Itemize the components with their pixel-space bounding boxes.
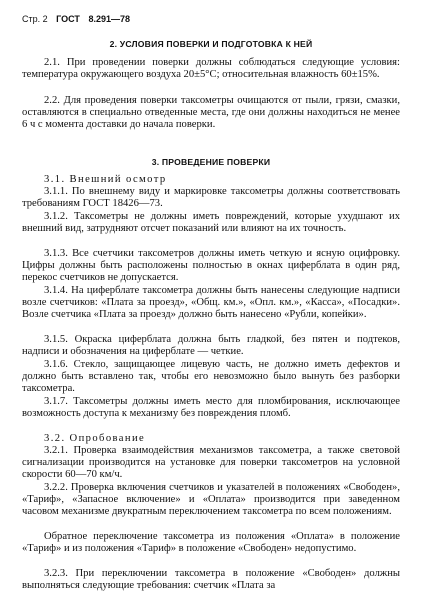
paragraph-3-2-1: 3.2.1. Проверка взаимодействия механизмов таксометра, а также световой сигнализации производится на установке для поверки таксометров на условной скорости 60—70 км/ч.: [22, 445, 400, 481]
paragraph-2-2: 2.2. Для проведения поверки таксометры очищаются от пыли, грязи, смазки, оставляются в специально отведенные места, где они должны находиться не менее 6 ч с момента доставки до начала поверки.: [22, 95, 400, 131]
page-header: [22, 12, 400, 26]
paragraph-3-1-1: 3.1.1. По внешнему виду и маркировке таксометры должны соответствовать требованиям ГОСТ 18426—73.: [22, 186, 400, 210]
gost-label: ГОСТ: [56, 14, 80, 24]
page-number: Стр. 2: [22, 14, 48, 24]
section-heading-3: 3. ПРОВЕДЕНИЕ ПОВЕРКИ: [151, 157, 271, 167]
subheading-3-1: 3.1. Внешний осмотр: [44, 174, 167, 185]
section-heading-2: 2. УСЛОВИЯ ПОВЕРКИ И ПОДГОТОВКА К НЕЙ: [109, 39, 313, 49]
paragraph-3-1-7: 3.1.7. Таксометры должны иметь место для пломбирования, исключающее возможность доступа к механизму без повреждения пломб.: [22, 396, 400, 420]
paragraph-3-1-3: 3.1.3. Все счетчики таксометров должны иметь четкую и ясную оцифровку. Цифры должны быть расположены полностью в окнах циферблата в один ряд, перекос счетчиков не допускается.: [22, 248, 400, 284]
paragraph-3-1-5: 3.1.5. Окраска циферблата должна быть гладкой, без пятен и подтеков, надписи и обозначения на циферблате — четкие.: [22, 334, 400, 358]
paragraph-3-1-6: 3.1.6. Стекло, защищающее лицевую часть, не должно иметь дефектов и должно быть вставлено так, чтобы его невозможно было вынуть без разборки таксометра.: [22, 359, 400, 395]
paragraph-3-2-2: 3.2.2. Проверка включения счетчиков и указателей в положениях «Свободен», «Тариф», «Запасное включение» и «Оплата» производится при заведенном часовом механизме двукратным переключением таксометра по всем положениям.: [22, 482, 400, 518]
paragraph-3-2-3: 3.2.3. При переключении таксометра в положение «Свободен» должны выполняться следующие требования: счетчик «Плата за: [22, 568, 400, 592]
subheading-3-2: 3.2. Опробование: [44, 433, 146, 444]
paragraph-3-1-4: 3.1.4. На циферблате таксометра должны быть нанесены следующие надписи возле счетчиков: «Плата за проезд», «Общ. км.», «Опл. км.», «Касса», «Посадки». Возле счетчика «Плата за проезд» должно быть нанесено «Рубли, копейки».: [22, 285, 400, 321]
paragraph-2-1: 2.1. При проведении поверки должны соблюдаться следующие условия: температура окружающего воздуха 20±5°С; относительная влажность 60±15%.: [22, 57, 400, 81]
paragraph-3-1-2: 3.1.2. Таксометры не должны иметь повреждений, которые ухудшают их внешний вид, затрудняют отсчет показаний или влияют на их точность.: [22, 211, 400, 235]
paragraph-3-2-2-continued: Обратное переключение таксометра из положения «Оплата» в положение «Тариф» и из положения «Тариф» в положение «Свободен» недопустимо.: [22, 531, 400, 555]
standard-number: 8.291—78: [88, 14, 130, 24]
